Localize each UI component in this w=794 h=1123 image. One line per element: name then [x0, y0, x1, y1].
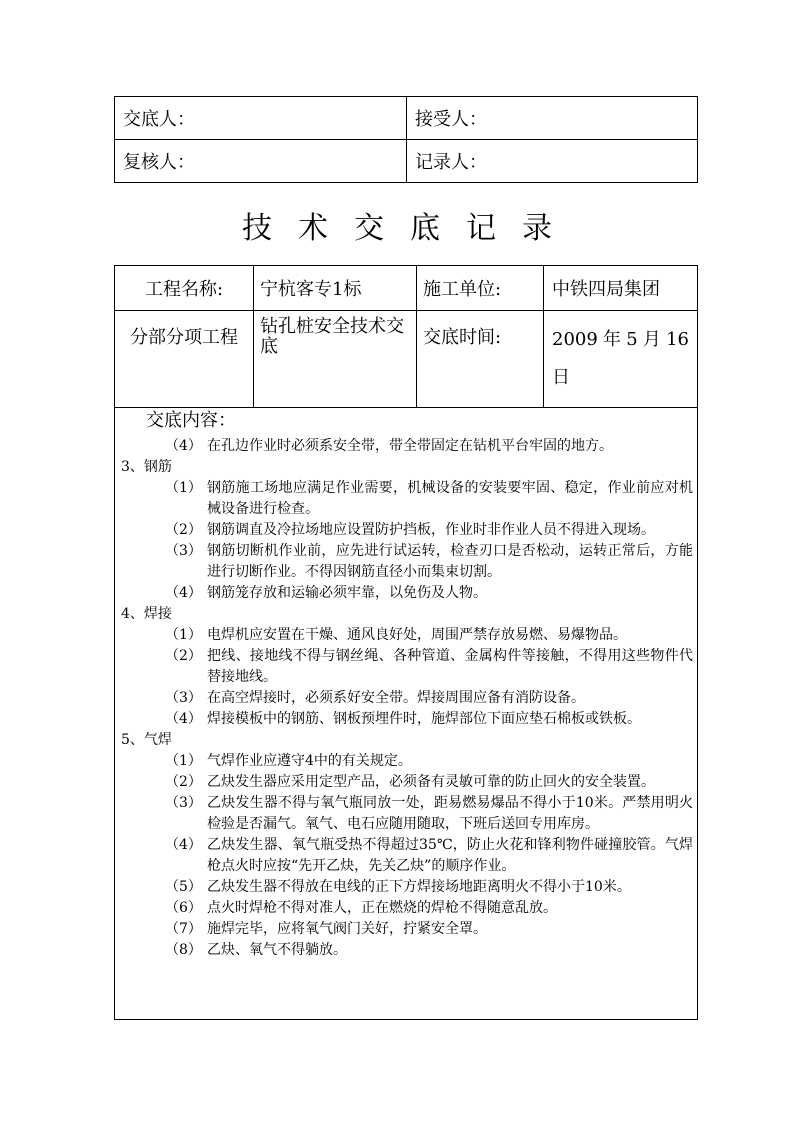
item-number: （3） [165, 795, 202, 811]
section-heading: 4、焊接 [121, 606, 172, 622]
list-item [121, 940, 693, 961]
list-item [121, 541, 693, 583]
date-year-unit: 年 [603, 329, 622, 350]
item-text: 把线、接地线不得与钢丝绳、各种管道、金属构件等接触，不得用这些物件代替接地线。 [207, 648, 693, 685]
item-text: 点火时焊枪不得对准人，正在燃烧的焊枪不得随意乱放。 [207, 900, 557, 916]
list-item [121, 688, 693, 709]
date-year: 2009 [552, 329, 598, 350]
date-month-unit: 月 [642, 329, 661, 350]
item-text: 钢筋笼存放和运输必须牢靠，以免伤及人物。 [207, 585, 487, 601]
signature-table [114, 96, 698, 183]
list-item [121, 772, 693, 793]
item-text: 乙炔发生器应采用定型产品，必须备有灵敏可靠的防止回火的安全装置。 [207, 774, 655, 790]
list-item [121, 919, 693, 940]
construction-unit-label: 施工单位: [417, 266, 544, 311]
item-text: 钢筋切断机作业前，应先进行试运转，检查刃口是否松动，运转正常后，方能进行切断作业。不得因钢筋直径小而集束切割。 [207, 543, 693, 580]
date-day-unit: 日 [552, 367, 570, 388]
list-item [121, 835, 693, 877]
date-line [552, 321, 689, 359]
item-text: 乙炔发生器不得与氧气瓶同放一处，距易燃易爆品不得小于10米。严禁用明火检验是否漏气。氧气、电石应随用随取，下班后送回专用库房。 [207, 795, 693, 832]
content-label: 交底内容： [146, 410, 236, 431]
item-number: （5） [165, 879, 202, 895]
item-text: 在孔边作业时必须系安全带，带全带固定在钻机平台牢固的地方。 [207, 438, 613, 454]
list-item [121, 436, 693, 457]
item-number: （4） [165, 711, 202, 727]
item-number: （3） [165, 543, 202, 559]
list-item [121, 478, 693, 520]
list-item [121, 709, 693, 730]
handover-date [544, 311, 698, 408]
receiver-cell: 接受人： [407, 97, 698, 140]
item-text: 钢筋调直及冷拉场地应设置防护挡板，作业时非作业人员不得进入现场。 [207, 522, 655, 538]
item-text: 乙炔发生器不得放在电线的正下方焊接场地距离明火不得小于10米。 [207, 879, 631, 895]
item-text: 气焊作业应遵守4中的有关规定。 [207, 753, 412, 769]
section-heading: 3、钢筋 [121, 459, 172, 475]
item-number: （4） [165, 438, 202, 454]
date-day: 16 [666, 329, 689, 350]
item-number: （2） [165, 522, 202, 538]
item-number: （2） [165, 648, 202, 664]
list-item [121, 646, 693, 688]
list-item [121, 793, 693, 835]
list-item [121, 898, 693, 919]
info-table [114, 265, 698, 408]
list-item [121, 520, 693, 541]
date-month: 5 [626, 329, 638, 350]
item-text: 钢筋施工场地应满足作业需要，机械设备的安装要牢固、稳定，作业前应对机械设备进行检查。 [207, 480, 693, 517]
info-row [115, 311, 698, 408]
signature-row [115, 140, 698, 183]
item-number: （6） [165, 900, 202, 916]
item-number: （3） [165, 690, 202, 706]
reviewer-cell: 复核人： [115, 140, 407, 183]
item-number: （2） [165, 774, 202, 790]
item-number: （4） [165, 837, 202, 853]
content-body [121, 436, 693, 961]
item-text: 乙炔、氧气不得躺放。 [207, 942, 347, 958]
signature-row [115, 97, 698, 140]
section-heading: 5、气焊 [121, 732, 172, 748]
handover-time-label: 交底时间: [417, 311, 544, 408]
info-row [115, 266, 698, 311]
list-item [121, 583, 693, 604]
project-name-label: 工程名称: [115, 266, 254, 311]
subproject-label: 分部分项工程 [115, 311, 254, 408]
item-number: （1） [165, 753, 202, 769]
construction-unit-value: 中铁四局集团 [544, 266, 698, 311]
item-text: 施焊完毕，应将氧气阀门关好，拧紧安全罩。 [207, 921, 487, 937]
item-number: （1） [165, 480, 202, 496]
item-number: （8） [165, 942, 202, 958]
list-item [121, 877, 693, 898]
handover-person-cell: 交底人： [115, 97, 407, 140]
item-text: 电焊机应安置在干燥、通风良好处，周围严禁存放易燃、易爆物品。 [207, 627, 627, 643]
item-text: 在高空焊接时，必须系好安全带。焊接周围应备有消防设备。 [207, 690, 585, 706]
subproject-value: 钻孔桩安全技术交底 [254, 311, 417, 408]
list-item [121, 751, 693, 772]
item-text: 乙炔发生器、氧气瓶受热不得超过35℃，防止火花和锋利物件碰撞胶管。气焊枪点火时应按“先开乙炔，先关乙炔”的顺序作业。 [207, 837, 693, 874]
document-title: 技术交底记录 [242, 211, 578, 246]
item-number: （4） [165, 585, 202, 601]
list-item [121, 625, 693, 646]
item-text: 焊接模板中的钢筋、钢板预埋件时，施焊部位下面应垫石棉板或铁板。 [207, 711, 641, 727]
item-number: （7） [165, 921, 202, 937]
content-box [114, 394, 698, 1020]
recorder-cell: 记录人： [407, 140, 698, 183]
project-name-value: 宁杭客专1标 [254, 266, 417, 311]
item-number: （1） [165, 627, 202, 643]
